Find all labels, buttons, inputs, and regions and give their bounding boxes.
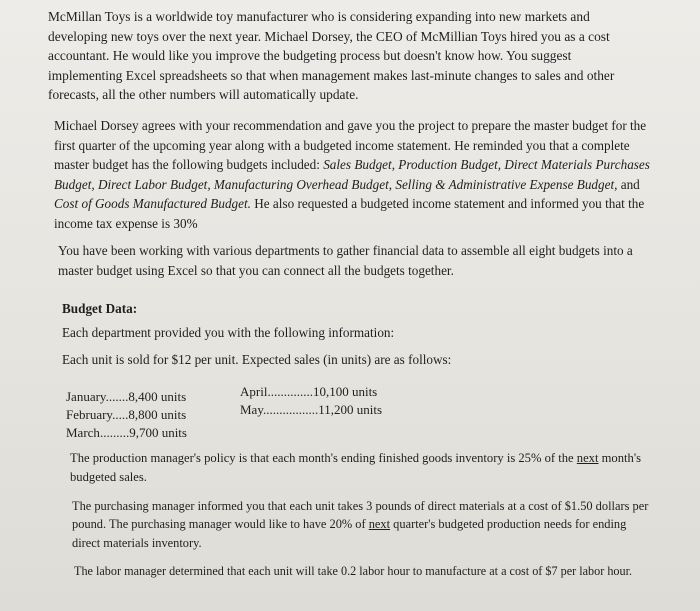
leader-dots: .............. bbox=[267, 384, 313, 399]
labor-paragraph: The labor manager determined that each unit will take 0.2 labor hour to manufacture at a cost of $7 per labor hour. bbox=[74, 564, 633, 578]
sales-row-february bbox=[66, 406, 187, 424]
departments-paragraph: You have been working with various departments to gather financial data to assemble all eight budgets into a master budget using Excel so that you can connect all the budgets together. bbox=[58, 243, 633, 278]
master-budget-paragraph bbox=[54, 116, 650, 234]
sales-units: 8,400 units bbox=[128, 389, 187, 404]
sales-units: 9,700 units bbox=[129, 425, 187, 440]
month-label: February bbox=[66, 407, 113, 422]
cogm-budget: Cost of Goods Manufactured Budget. bbox=[54, 196, 251, 212]
production-policy-text: The production manager's policy is that each month's ending finished goods inventory is 25% of the bbox=[70, 451, 577, 465]
next-underlined: next bbox=[576, 451, 599, 465]
next-underlined: next bbox=[368, 517, 391, 532]
budget-data-heading: Budget Data: bbox=[62, 301, 138, 316]
sales-table-left bbox=[66, 388, 187, 442]
production-policy-paragraph bbox=[70, 449, 650, 487]
sales-row-april bbox=[240, 383, 382, 401]
purchasing-paragraph bbox=[72, 497, 652, 552]
leader-dots: ..... bbox=[112, 407, 129, 422]
purchasing-text: The purchasing manager informed you that each unit takes 3 pounds of direct materials at a cost of $1.50 dollars per pound. The purchasing manager would like to have 20% of bbox=[72, 499, 649, 532]
sales-units: 11,200 units bbox=[318, 402, 383, 417]
sales-units: 8,800 units bbox=[128, 407, 187, 422]
sales-units: 10,100 units bbox=[312, 384, 378, 399]
month-label: May bbox=[240, 402, 263, 417]
production-policy-end: month's budgeted sales. bbox=[70, 451, 641, 484]
unit-price-line: Each unit is sold for $12 per unit. Expected sales (in units) are as follows: bbox=[62, 352, 452, 367]
budget-list: Sales Budget, Production Budget, Direct Materials Purchases Budget, Direct Labor Budget, Manufacturing Overhead Budget, Selling & Administrative Expense Budget, bbox=[54, 157, 650, 192]
leader-dots: ......... bbox=[99, 425, 130, 440]
and-text: and bbox=[617, 176, 640, 192]
month-label: March bbox=[66, 425, 100, 440]
sales-table-right bbox=[240, 383, 382, 419]
leader-dots: ....... bbox=[105, 389, 129, 404]
purchasing-end: quarter's budgeted production needs for ending direct materials inventory. bbox=[72, 517, 627, 550]
month-label: April bbox=[240, 384, 268, 399]
sales-row-january bbox=[66, 388, 187, 406]
income-tax-text: He also requested a budgeted income statement and informed you that the income tax expense is 30% bbox=[54, 196, 645, 231]
month-label: January bbox=[66, 389, 106, 404]
master-budget-intro: Michael Dorsey agrees with your recommendation and gave you the project to prepare the master budget for the first quarter of the upcoming year along with a budgeted income statement. He reminded you that a complete master budget has the following budgets included: bbox=[54, 118, 647, 173]
intro-paragraph: McMillan Toys is a worldwide toy manufacturer who is considering expanding into new markets and developing new toys over the next year. Michael Dorsey, the CEO of McMillian Toys hired you as a cost accountant. He would like you improve the budgeting process but doesn't know how. You suggest implementing Excel spreadsheets so that when management makes last-minute changes to sales and other forecasts, all the other numbers will automatically update. bbox=[48, 9, 615, 103]
sales-row-may bbox=[240, 401, 382, 419]
leader-dots: ................. bbox=[263, 402, 319, 417]
departments-info-line: Each department provided you with the following information: bbox=[62, 325, 395, 340]
sales-row-march bbox=[66, 424, 187, 442]
